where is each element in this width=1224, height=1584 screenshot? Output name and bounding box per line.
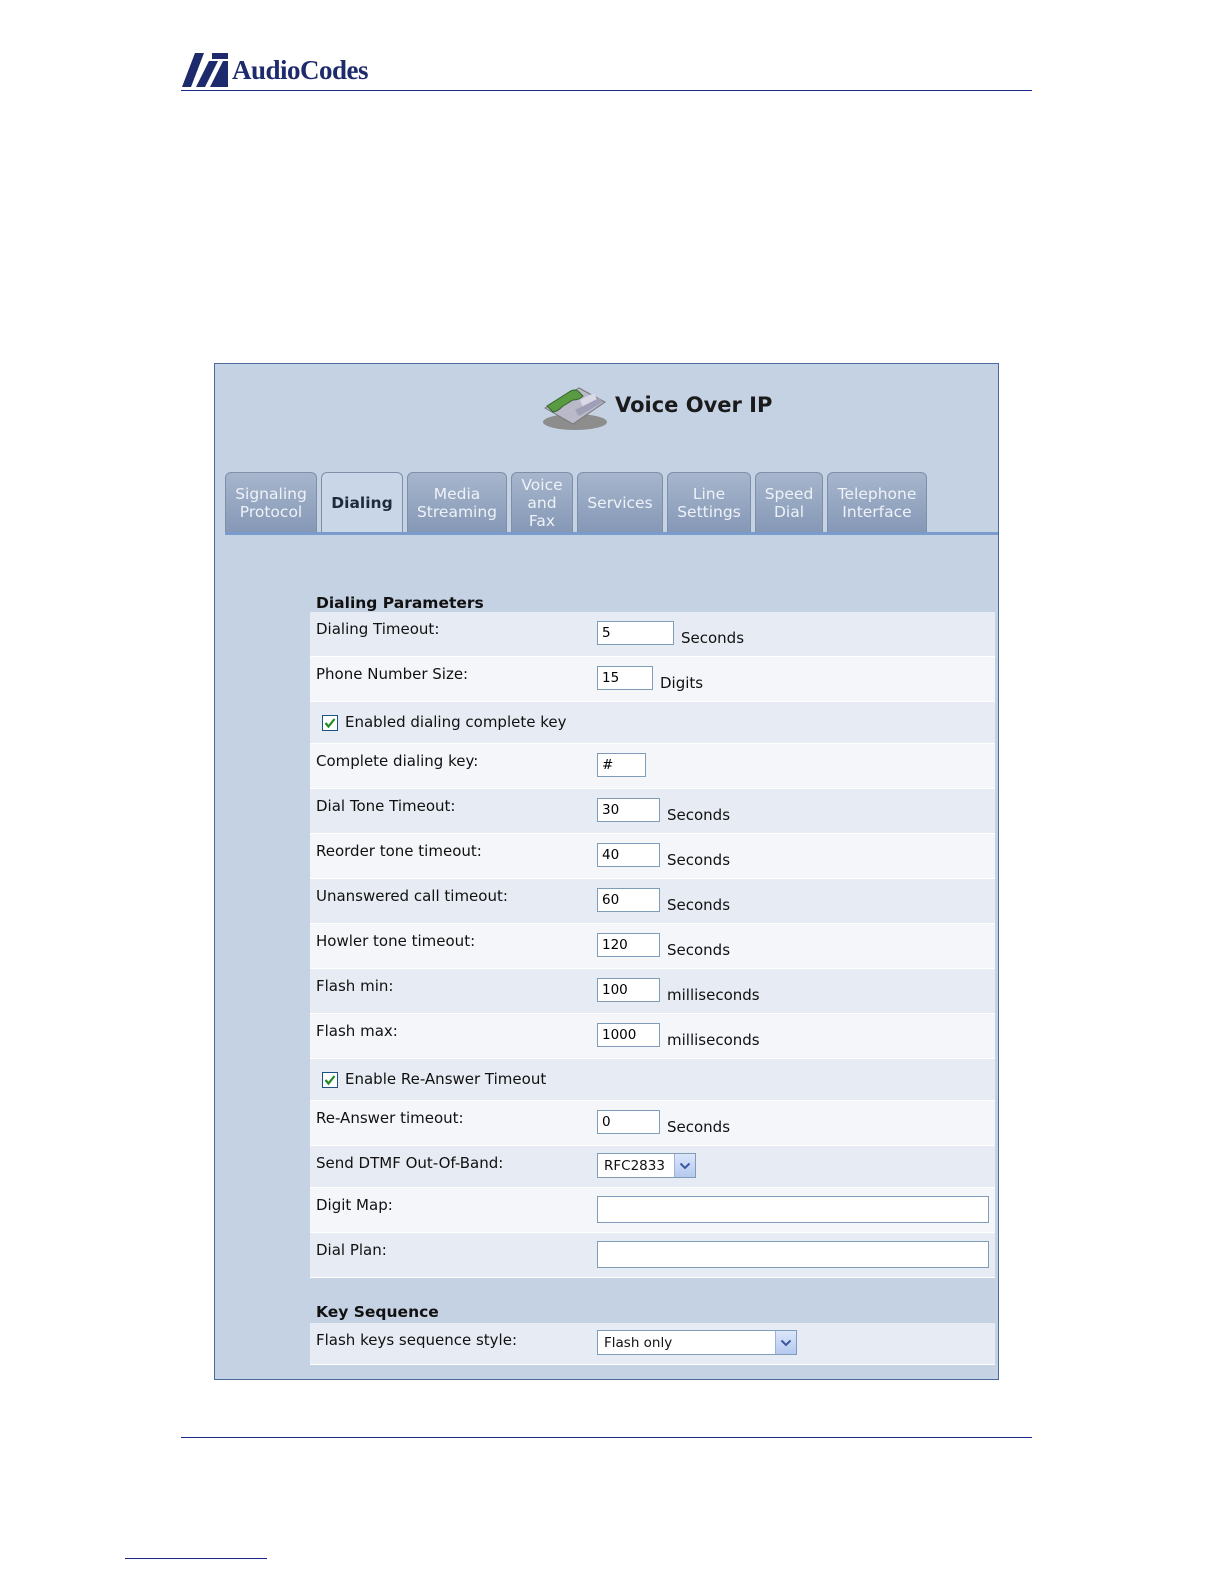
row-reanswer-timeout bbox=[310, 1101, 995, 1146]
logo-text: AudioCodes bbox=[232, 54, 369, 85]
unanswered-call-timeout-input[interactable] bbox=[597, 888, 660, 912]
flash-min-input[interactable] bbox=[597, 978, 660, 1002]
unit-flash-max: milliseconds bbox=[667, 1031, 760, 1049]
section-heading-dialing-parameters: Dialing Parameters bbox=[316, 594, 484, 612]
flash-keys-style-value: Flash only bbox=[604, 1334, 673, 1351]
row-send-dtmf bbox=[310, 1146, 995, 1188]
dial-plan-input[interactable] bbox=[597, 1241, 989, 1268]
chevron-down-icon[interactable] bbox=[775, 1331, 796, 1354]
row-unanswered-call-timeout bbox=[310, 879, 995, 924]
row-howler-tone-timeout bbox=[310, 924, 995, 969]
unit-reanswer-timeout: Seconds bbox=[667, 1118, 731, 1136]
row-dial-plan bbox=[310, 1233, 995, 1278]
complete-dialing-key-input[interactable] bbox=[597, 753, 646, 777]
tab-telephone-interface[interactable]: Telephone Interface bbox=[827, 472, 927, 532]
chevron-down-icon[interactable] bbox=[674, 1154, 695, 1177]
unit-reorder-tone-timeout: Seconds bbox=[667, 851, 731, 869]
label-enable-reanswer: Enable Re-Answer Timeout bbox=[345, 1070, 547, 1088]
label-flash-keys-style: Flash keys sequence style: bbox=[316, 1331, 517, 1349]
row-reorder-tone-timeout bbox=[310, 834, 995, 879]
send-dtmf-value: RFC2833 bbox=[604, 1157, 665, 1174]
label-flash-max: Flash max: bbox=[316, 1022, 398, 1040]
label-flash-min: Flash min: bbox=[316, 977, 394, 995]
row-phone-number-size bbox=[310, 657, 995, 702]
page-header bbox=[539, 378, 772, 432]
label-digit-map: Digit Map: bbox=[316, 1196, 393, 1214]
label-dial-plan: Dial Plan: bbox=[316, 1241, 387, 1259]
checkmark-icon bbox=[323, 1073, 337, 1087]
phone-number-size-input[interactable] bbox=[597, 666, 653, 690]
send-dtmf-select[interactable] bbox=[597, 1153, 696, 1178]
unit-unanswered-call-timeout: Seconds bbox=[667, 896, 731, 914]
label-send-dtmf: Send DTMF Out-Of-Band: bbox=[316, 1154, 504, 1172]
enable-reanswer-checkbox[interactable] bbox=[322, 1072, 338, 1088]
dialing-form bbox=[310, 586, 995, 1365]
row-digit-map bbox=[310, 1188, 995, 1233]
flash-max-input[interactable] bbox=[597, 1023, 660, 1047]
tab-voice-and-fax[interactable]: Voice and Fax bbox=[511, 472, 573, 532]
reanswer-timeout-input[interactable] bbox=[597, 1110, 660, 1134]
tab-media-streaming[interactable]: Media Streaming bbox=[407, 472, 507, 532]
row-enable-complete-key bbox=[310, 702, 995, 744]
row-dial-tone-timeout bbox=[310, 789, 995, 834]
enable-complete-key-checkbox[interactable] bbox=[322, 715, 338, 731]
row-flash-keys-style bbox=[310, 1323, 995, 1365]
voip-phone-icon bbox=[539, 378, 611, 432]
unit-dial-tone-timeout: Seconds bbox=[667, 806, 731, 824]
footnote-rule bbox=[125, 1558, 267, 1559]
label-reorder-tone-timeout: Reorder tone timeout: bbox=[316, 842, 482, 860]
voip-screenshot bbox=[214, 363, 999, 1380]
label-dial-tone-timeout: Dial Tone Timeout: bbox=[316, 797, 456, 815]
tab-services[interactable]: Services bbox=[577, 472, 663, 532]
row-flash-min bbox=[310, 969, 995, 1014]
label-dialing-timeout: Dialing Timeout: bbox=[316, 620, 440, 638]
audiocodes-logo bbox=[182, 52, 368, 88]
tab-dialing[interactable]: Dialing bbox=[321, 472, 403, 533]
row-enable-reanswer bbox=[310, 1059, 995, 1101]
row-dialing-timeout bbox=[310, 612, 995, 657]
footer-rule bbox=[181, 1437, 1032, 1438]
howler-tone-timeout-input[interactable] bbox=[597, 933, 660, 957]
section-heading-key-sequence: Key Sequence bbox=[316, 1303, 439, 1321]
digit-map-input[interactable] bbox=[597, 1196, 989, 1223]
dialing-timeout-input[interactable] bbox=[597, 621, 674, 645]
flash-keys-style-select[interactable] bbox=[597, 1330, 797, 1355]
checkmark-icon bbox=[323, 716, 337, 730]
audiocodes-logo-icon bbox=[182, 53, 228, 87]
label-enable-complete-key: Enabled dialing complete key bbox=[345, 713, 567, 731]
tab-line-settings[interactable]: Line Settings bbox=[667, 472, 751, 532]
label-howler-tone-timeout: Howler tone timeout: bbox=[316, 932, 476, 950]
label-reanswer-timeout: Re-Answer timeout: bbox=[316, 1109, 464, 1127]
label-complete-dialing-key: Complete dialing key: bbox=[316, 752, 479, 770]
unit-flash-min: milliseconds bbox=[667, 986, 760, 1004]
tab-signaling-protocol[interactable]: Signaling Protocol bbox=[225, 472, 317, 532]
unit-phone-number-size: Digits bbox=[660, 674, 704, 692]
reorder-tone-timeout-input[interactable] bbox=[597, 843, 660, 867]
unit-dialing-timeout: Seconds bbox=[681, 629, 745, 647]
label-phone-number-size: Phone Number Size: bbox=[316, 665, 469, 683]
tab-speed-dial[interactable]: Speed Dial bbox=[755, 472, 823, 532]
tab-underline bbox=[225, 532, 998, 535]
unit-howler-tone-timeout: Seconds bbox=[667, 941, 731, 959]
row-complete-dialing-key bbox=[310, 744, 995, 789]
dial-tone-timeout-input[interactable] bbox=[597, 798, 660, 822]
header-rule bbox=[181, 90, 1032, 91]
page-title: Voice Over IP bbox=[615, 393, 773, 417]
row-flash-max bbox=[310, 1014, 995, 1059]
label-unanswered-call-timeout: Unanswered call timeout: bbox=[316, 887, 508, 905]
